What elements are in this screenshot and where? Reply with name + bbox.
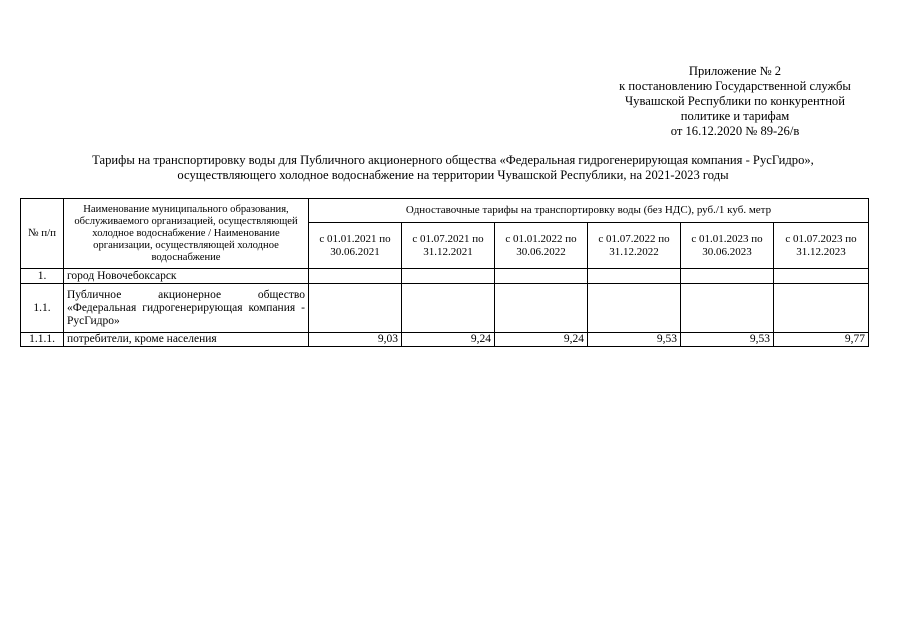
tariff-cell bbox=[309, 269, 402, 284]
tariff-cell bbox=[774, 284, 869, 333]
row-number: 1. bbox=[21, 269, 64, 284]
row-number: 1.1.1. bbox=[21, 333, 64, 347]
tariff-cell: 9,77 bbox=[774, 333, 869, 347]
tariff-table bbox=[20, 198, 869, 347]
header-period: с 01.07.2021 по 31.12.2021 bbox=[402, 223, 495, 269]
appendix-line: от 16.12.2020 № 89-26/в bbox=[670, 124, 800, 138]
row-name: Публичное акционерное общество «Федеральная гидрогенерирующая компания - РусГидро» bbox=[64, 284, 309, 333]
appendix-line: политике и тарифам bbox=[680, 109, 790, 123]
table-row bbox=[21, 284, 869, 333]
title-line: осуществляющего холодное водоснабжение на территории Чувашской Республики, на 2021-2023 годы bbox=[177, 168, 729, 182]
tariff-cell bbox=[495, 284, 588, 333]
appendix-line: Чувашской Республики по конкурентной bbox=[625, 94, 845, 108]
table-row bbox=[21, 269, 869, 284]
tariff-cell bbox=[681, 269, 774, 284]
tariff-cell: 9,53 bbox=[681, 333, 774, 347]
header-period: с 01.01.2021 по 30.06.2021 bbox=[309, 223, 402, 269]
tariff-cell bbox=[588, 284, 681, 333]
header-name: Наименование муниципального образования, обслуживаемого организацией, осуществляющей холодное водоснабжение / Наименование организации, осуществляющей холодное водоснабжение bbox=[64, 199, 309, 269]
tariff-cell bbox=[402, 269, 495, 284]
tariff-cell bbox=[774, 269, 869, 284]
header-period: с 01.07.2022 по 31.12.2022 bbox=[588, 223, 681, 269]
row-name: потребители, кроме населения bbox=[64, 333, 309, 347]
row-number: 1.1. bbox=[21, 284, 64, 333]
header-number: № п/п bbox=[21, 199, 64, 269]
appendix-block bbox=[560, 64, 904, 139]
appendix-line: Приложение № 2 bbox=[688, 64, 782, 78]
title-line: Тарифы на транспортировку воды для Публичного акционерного общества «Федеральная гидрогенерирующая компания - РусГидро», bbox=[92, 153, 814, 167]
tariff-cell bbox=[309, 284, 402, 333]
header-tariffs: Одноставочные тарифы на транспортировку воды (без НДС), руб./1 куб. метр bbox=[309, 199, 869, 223]
tariff-cell: 9,24 bbox=[402, 333, 495, 347]
appendix-line: к постановлению Государственной службы bbox=[619, 79, 851, 93]
tariff-cell: 9,24 bbox=[495, 333, 588, 347]
tariff-cell: 9,53 bbox=[588, 333, 681, 347]
tariff-cell bbox=[402, 284, 495, 333]
tariff-cell bbox=[495, 269, 588, 284]
header-period: с 01.01.2023 по 30.06.2023 bbox=[681, 223, 774, 269]
tariff-cell bbox=[588, 269, 681, 284]
header-period: с 01.07.2023 по 31.12.2023 bbox=[774, 223, 869, 269]
row-name: город Новочебоксарск bbox=[64, 269, 309, 284]
document-title bbox=[20, 153, 886, 183]
header-period: с 01.01.2022 по 30.06.2022 bbox=[495, 223, 588, 269]
tariff-cell bbox=[681, 284, 774, 333]
table-row bbox=[21, 333, 869, 347]
tariff-cell: 9,03 bbox=[309, 333, 402, 347]
